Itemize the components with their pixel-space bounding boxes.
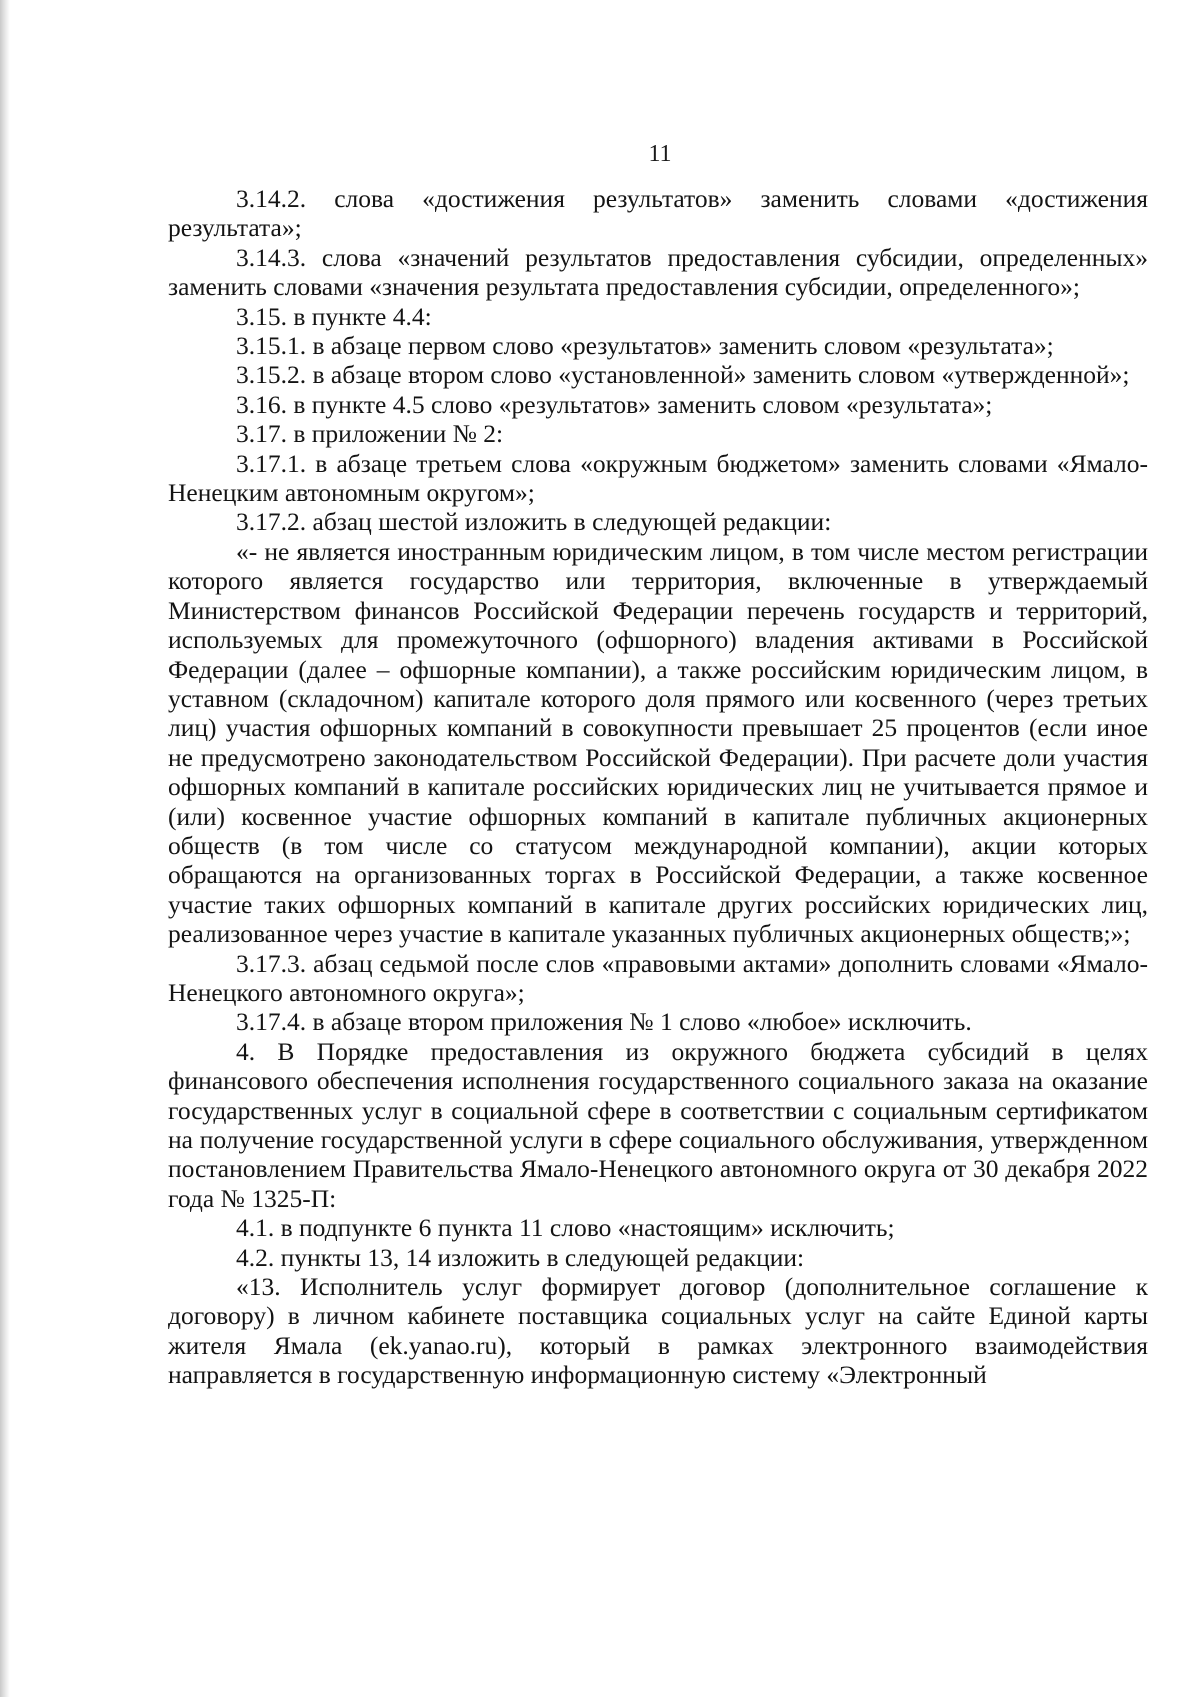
paragraph-quoted-13: «13. Исполнитель услуг формирует договор (дополнительное соглашение к договору) в личном кабинете поставщика социальных услуг на сайте Единой карты жителя Ямала (ek.yanao.ru), который в рамках электронного взаимодействия направляется в государственную информационную систему «Электронный [168, 1272, 1148, 1390]
paragraph-3-17-1: 3.17.1. в абзаце третьем слова «окружным бюджетом» заменить словами «Ямало-Ненецким автономным округом»; [168, 448, 1148, 508]
paragraph-3-14-2: 3.14.2. слова «достижения результатов» заменить словами «достижения результата»; [168, 184, 1148, 243]
page-number: 11 [648, 141, 672, 167]
paragraph-3-17-4: 3.17.4. в абзаце втором приложения № 1 слово «любое» исключить. [236, 1007, 972, 1037]
document-body [168, 184, 1148, 1390]
paragraph-3-15-2: 3.15.2. в абзаце втором слово «установленной» заменить словом «утвержденной»; [236, 360, 1130, 390]
paragraph-3-17: 3.17. в приложении № 2: [236, 419, 504, 449]
paragraph-3-14-3: 3.14.3. слова «значений результатов предоставления субсидии, определенных» заменить словами «значения результата предоставления субсидии, определенного»; [168, 242, 1148, 302]
paragraph-4-2: 4.2. пункты 13, 14 изложить в следующей редакции: [236, 1242, 805, 1272]
paragraph-4: 4. В Порядке предоставления из окружного бюджета субсидий в целях финансового обеспечения исполнения государственного социального заказа на оказание государственных услуг в социальной сфере в соответствии с социальным сертификатом на получение государственной услуги в сфере социального обслуживания, утвержденном постановлением Правительства Ямало-Ненецкого автономного округа от 30 декабря 2022 года № 1325-П: [168, 1036, 1148, 1213]
paragraph-quoted-offshore: «- не является иностранным юридическим лицом, в том числе местом регистрации которого является государство или территория, включенные в утверждаемый Министерством финансов Российской Федерации перечень государств и территорий, используемых для промежуточного (офшорного) владения активами в Российской Федерации (далее – офшорные компании), а также российским юридическим лицом, в уставном (складочном) капитале которого доля прямого или косвенного (через третьих лиц) участия офшорных компаний в совокупности превышает 25 процентов (если иное не предусмотрено законодательством Российской Федерации). При расчете доли участия офшорных компаний в капитале российских юридических лиц не учитывается прямое и (или) косвенное участие офшорных компаний в капитале публичных акционерных обществ (в том числе со статусом международной компании), акции которых обращаются на организованных торгах в Российской Федерации, а также косвенное участие таких офшорных компаний в капитале других российских юридических лиц, реализованное через участие в капитале указанных публичных акционерных обществ;»; [168, 536, 1148, 949]
paragraph-3-15-1: 3.15.1. в абзаце первом слово «результатов» заменить словом «результата»; [236, 331, 1054, 361]
paragraph-3-16: 3.16. в пункте 4.5 слово «результатов» заменить словом «результата»; [236, 389, 993, 419]
paragraph-4-1: 4.1. в подпункте 6 пункта 11 слово «настоящим» исключить; [236, 1213, 895, 1243]
paragraph-3-17-3: 3.17.3. абзац седьмой после слов «правовыми актами» дополнить словами «Ямало-Ненецкого автономного округа»; [168, 948, 1148, 1007]
paragraph-3-17-2: 3.17.2. абзац шестой изложить в следующей редакции: [236, 507, 832, 537]
scan-edge [0, 0, 10, 1697]
paragraph-3-15: 3.15. в пункте 4.4: [236, 301, 432, 331]
